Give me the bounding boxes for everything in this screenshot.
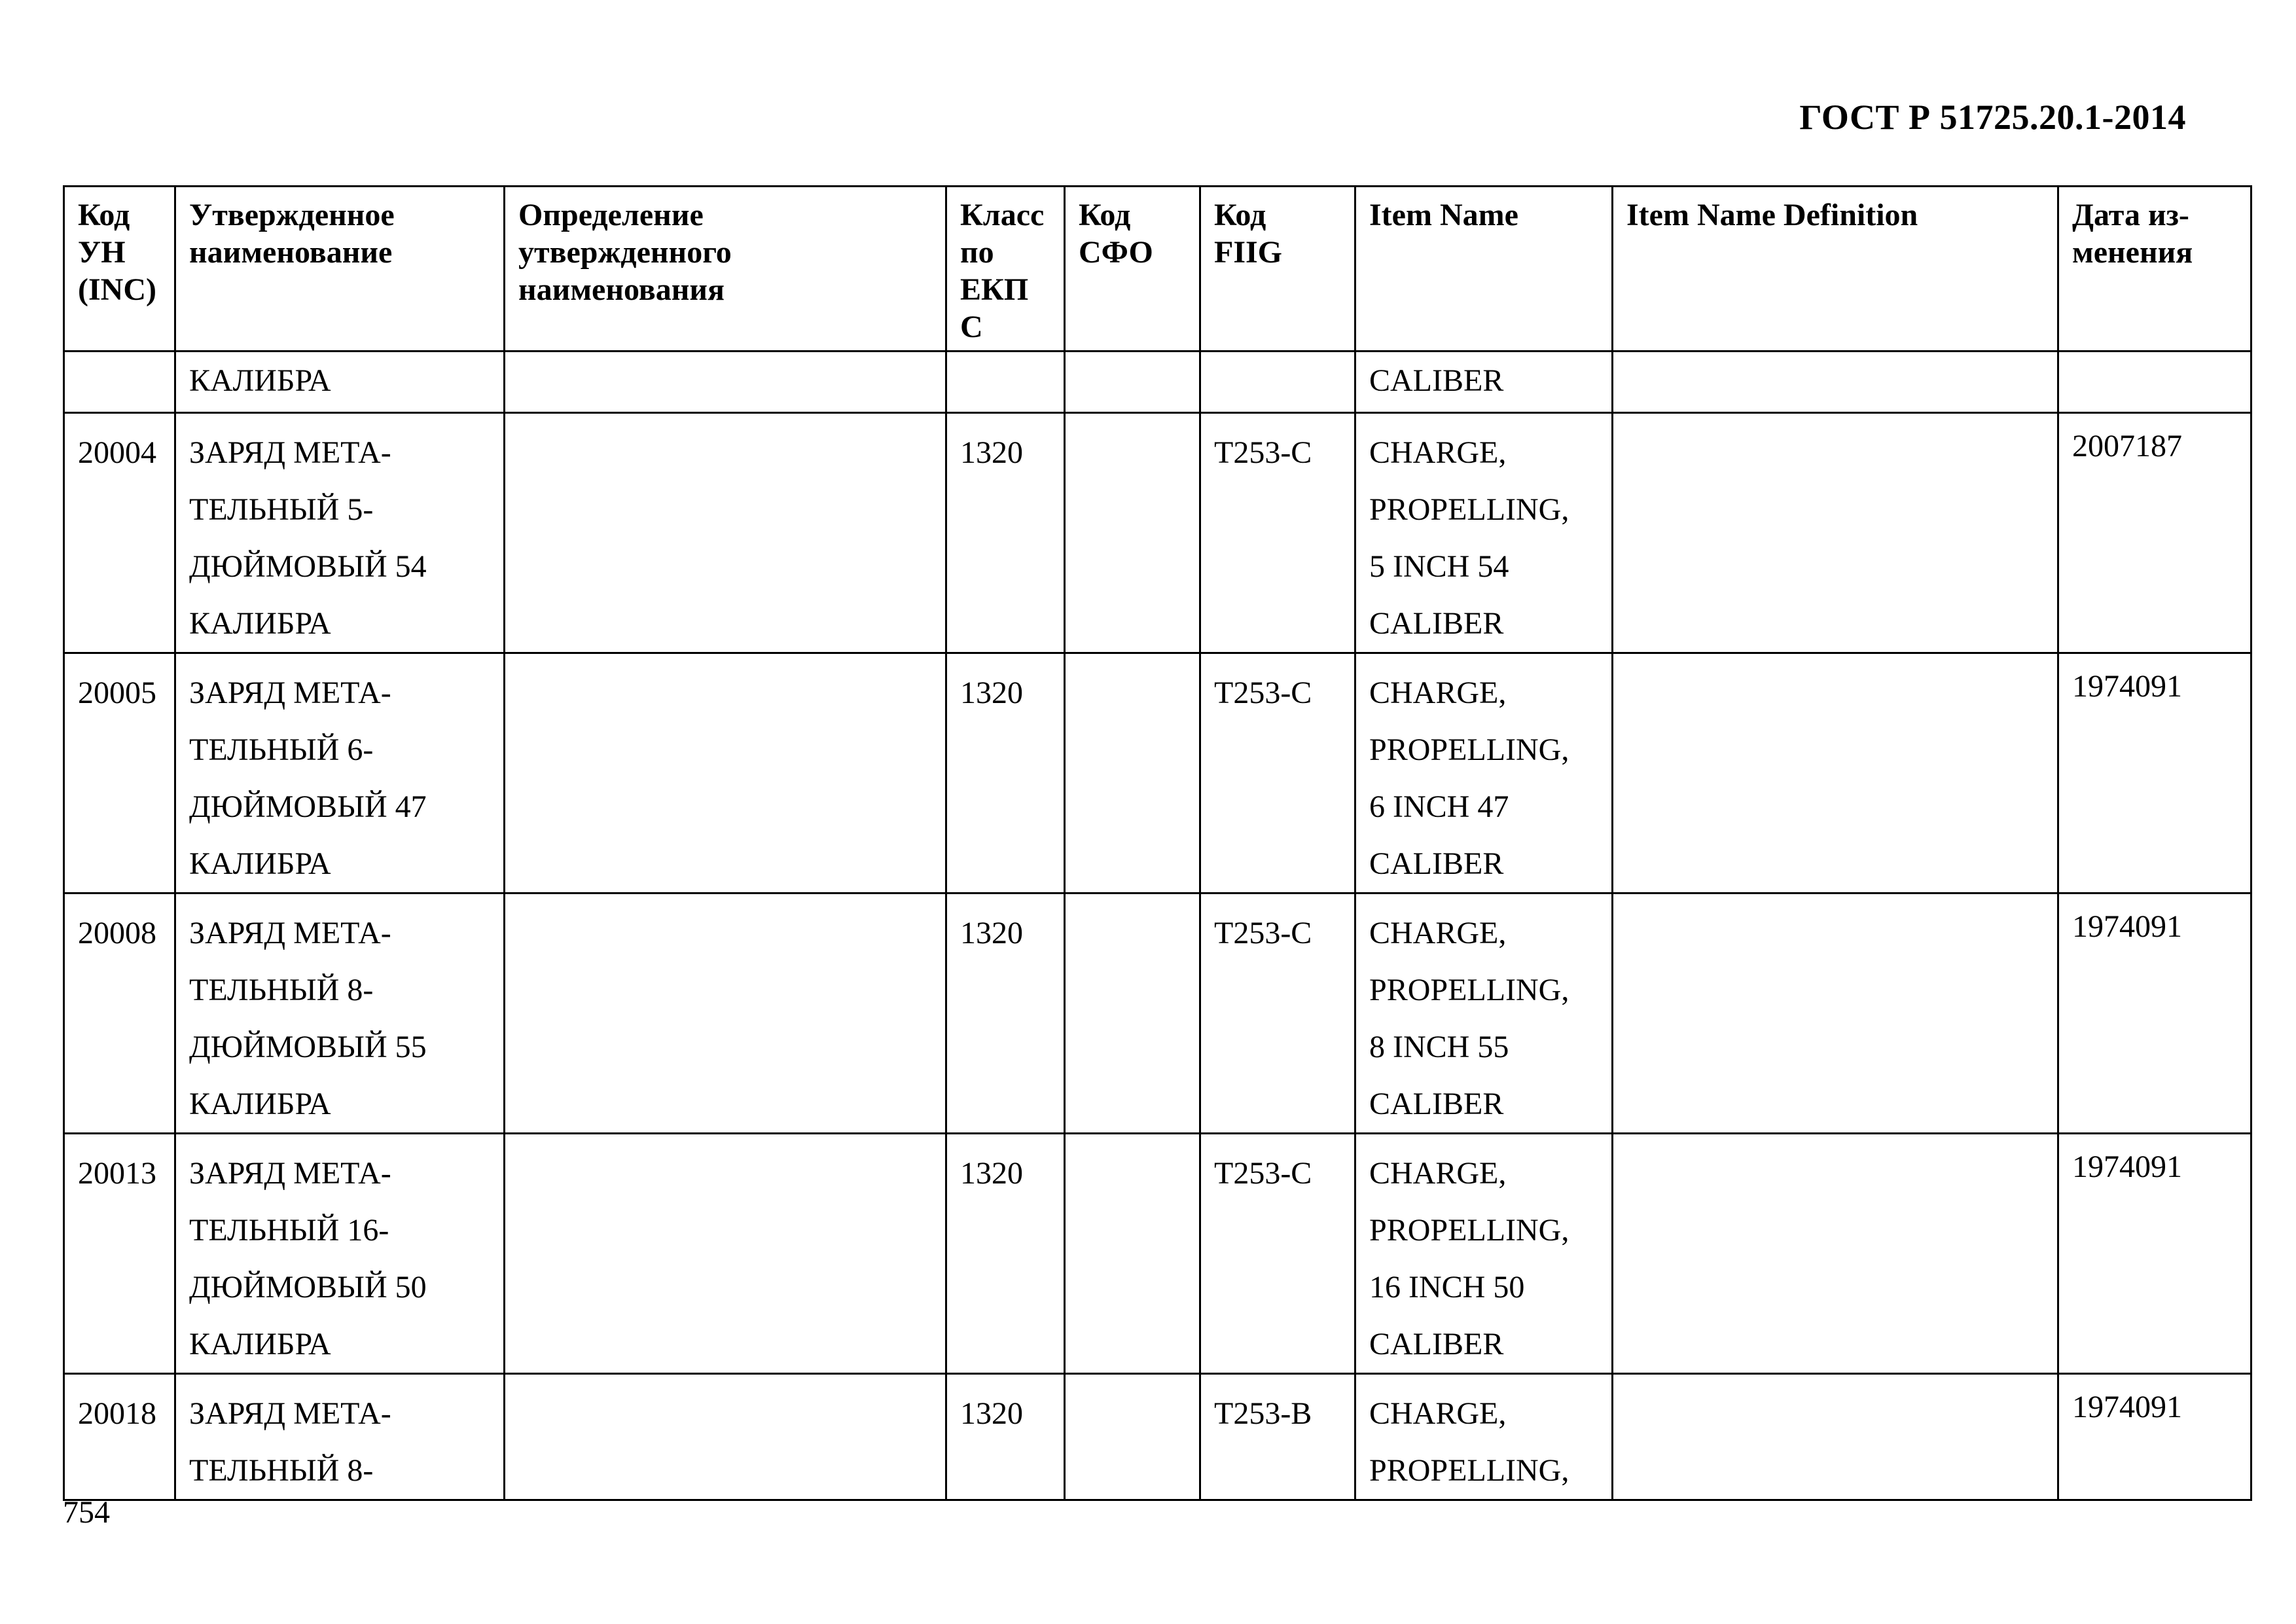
table-row (64, 653, 2251, 893)
cell-inc: 20004 (64, 413, 175, 653)
cell-name-definition (505, 893, 946, 1134)
cell-approved-name: КАЛИБРА (175, 352, 505, 413)
cell-change-date (2058, 352, 2251, 413)
cell-change-date: 1974091 (2058, 1374, 2251, 1500)
cell-item-name-definition (1613, 1134, 2058, 1374)
cell-item-name: CHARGE, PROPELLING, 16 INCH 50 CALIBER (1355, 1134, 1613, 1374)
column-header-item-name-definition: Item Name Definition (1613, 187, 2058, 352)
column-header-fiig-code: Код FIIG (1200, 187, 1355, 352)
column-header-approved-name: Утвержденное наименование (175, 187, 505, 352)
cell-class: 1320 (946, 1134, 1065, 1374)
cell-name-definition (505, 653, 946, 893)
cell-sfo-code (1065, 893, 1200, 1134)
cell-item-name-definition (1613, 352, 2058, 413)
cell-change-date: 1974091 (2058, 1134, 2251, 1374)
table-row (64, 1374, 2251, 1500)
cell-inc: 20013 (64, 1134, 175, 1374)
column-header-change-date: Дата из- менения (2058, 187, 2251, 352)
column-header-item-name: Item Name (1355, 187, 1613, 352)
cell-name-definition (505, 352, 946, 413)
cell-change-date: 1974091 (2058, 653, 2251, 893)
table-row (64, 352, 2251, 413)
cell-item-name: CHARGE, PROPELLING, (1355, 1374, 1613, 1500)
table-header-row (64, 187, 2251, 352)
cell-approved-name: ЗАРЯД МЕТА- ТЕЛЬНЫЙ 8- (175, 1374, 505, 1500)
cell-approved-name: ЗАРЯД МЕТА- ТЕЛЬНЫЙ 6- ДЮЙМОВЫЙ 47 КАЛИБРА (175, 653, 505, 893)
column-header-class: Класс по ЕКП С (946, 187, 1065, 352)
column-header-inc: Код УН (INC) (64, 187, 175, 352)
cell-inc (64, 352, 175, 413)
cell-fiig-code (1200, 352, 1355, 413)
page-number: 754 (63, 1495, 110, 1530)
cell-inc: 20008 (64, 893, 175, 1134)
cell-fiig-code: T253-C (1200, 413, 1355, 653)
cell-fiig-code: T253-C (1200, 893, 1355, 1134)
cell-approved-name: ЗАРЯД МЕТА- ТЕЛЬНЫЙ 5- ДЮЙМОВЫЙ 54 КАЛИБРА (175, 413, 505, 653)
cell-class: 1320 (946, 653, 1065, 893)
cell-item-name-definition (1613, 653, 2058, 893)
cell-change-date: 2007187 (2058, 413, 2251, 653)
cell-inc: 20018 (64, 1374, 175, 1500)
cell-sfo-code (1065, 1134, 1200, 1374)
cell-approved-name: ЗАРЯД МЕТА- ТЕЛЬНЫЙ 16- ДЮЙМОВЫЙ 50 КАЛИБРА (175, 1134, 505, 1374)
cell-fiig-code: T253-C (1200, 653, 1355, 893)
table-row (64, 893, 2251, 1134)
cell-sfo-code (1065, 352, 1200, 413)
cell-item-name-definition (1613, 1374, 2058, 1500)
item-names-table (63, 185, 2252, 1501)
cell-name-definition (505, 1374, 946, 1500)
cell-item-name: CHARGE, PROPELLING, 6 INCH 47 CALIBER (1355, 653, 1613, 893)
cell-item-name: CHARGE, PROPELLING, 5 INCH 54 CALIBER (1355, 413, 1613, 653)
cell-item-name-definition (1613, 893, 2058, 1134)
cell-inc: 20005 (64, 653, 175, 893)
cell-item-name-definition (1613, 413, 2058, 653)
cell-approved-name: ЗАРЯД МЕТА- ТЕЛЬНЫЙ 8- ДЮЙМОВЫЙ 55 КАЛИБРА (175, 893, 505, 1134)
cell-class: 1320 (946, 893, 1065, 1134)
cell-fiig-code: T253-C (1200, 1134, 1355, 1374)
cell-name-definition (505, 1134, 946, 1374)
cell-class (946, 352, 1065, 413)
cell-item-name: CHARGE, PROPELLING, 8 INCH 55 CALIBER (1355, 893, 1613, 1134)
column-header-sfo-code: Код СФО (1065, 187, 1200, 352)
cell-change-date: 1974091 (2058, 893, 2251, 1134)
column-header-name-definition: Определение утвержденного наименования (505, 187, 946, 352)
table-row (64, 1134, 2251, 1374)
table-row (64, 413, 2251, 653)
cell-sfo-code (1065, 1374, 1200, 1500)
cell-class: 1320 (946, 1374, 1065, 1500)
document-title: ГОСТ Р 51725.20.1-2014 (1799, 98, 2186, 137)
cell-fiig-code: T253-B (1200, 1374, 1355, 1500)
cell-class: 1320 (946, 413, 1065, 653)
cell-sfo-code (1065, 653, 1200, 893)
cell-name-definition (505, 413, 946, 653)
cell-item-name: CALIBER (1355, 352, 1613, 413)
cell-sfo-code (1065, 413, 1200, 653)
